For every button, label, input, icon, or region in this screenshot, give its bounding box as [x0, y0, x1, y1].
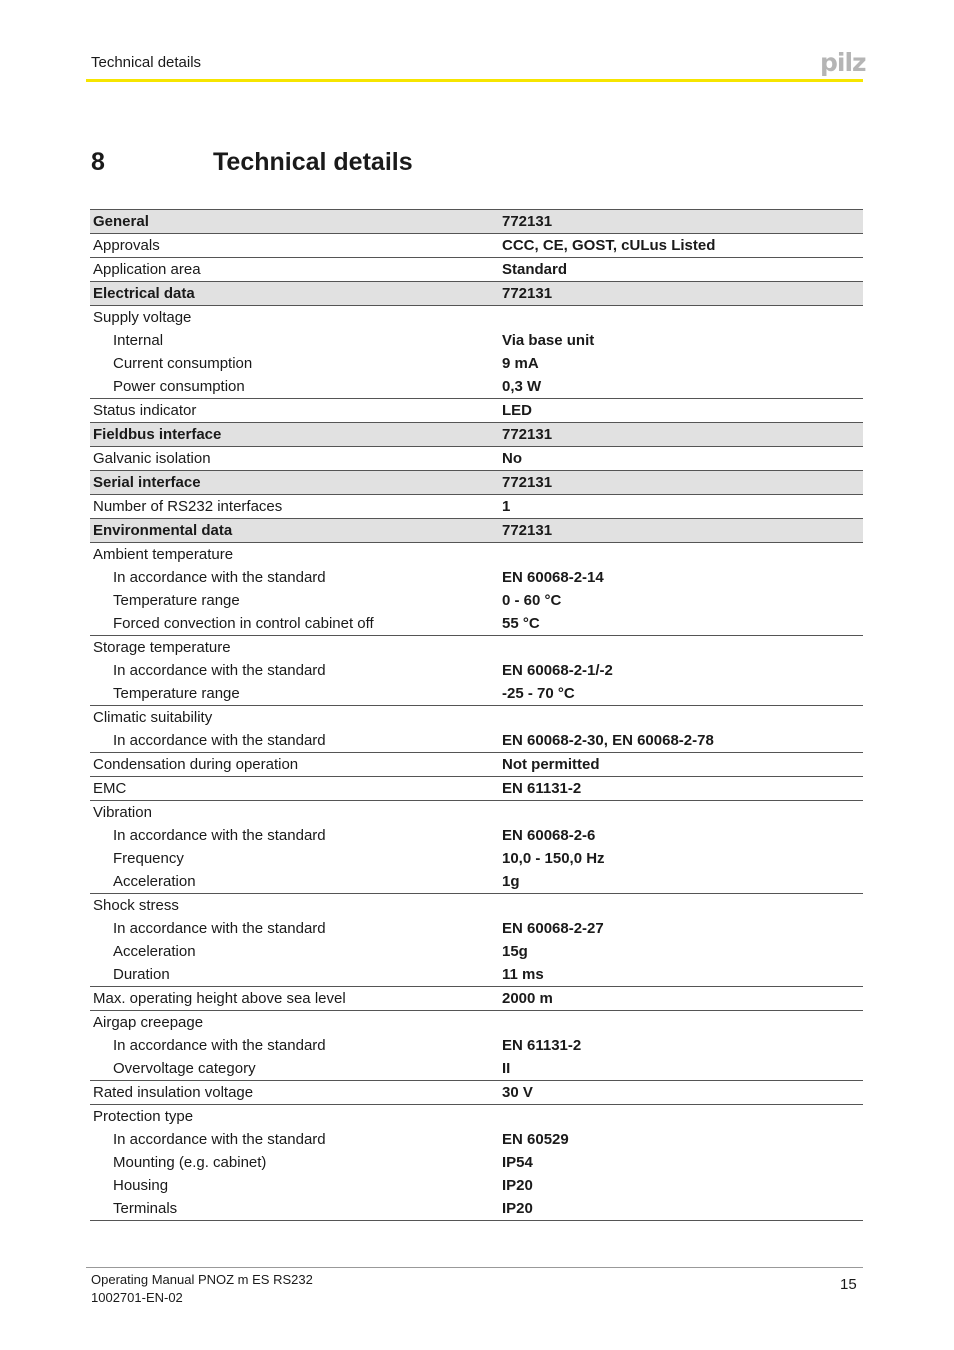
chapter-title: Technical details — [213, 148, 413, 176]
row-value: Not permitted — [502, 756, 600, 773]
table-row — [90, 1057, 863, 1081]
table-row — [90, 894, 863, 918]
row-label: Overvoltage category — [113, 1060, 256, 1077]
row-value: 772131 — [496, 423, 863, 447]
table-row — [90, 1011, 863, 1035]
row-label: Number of RS232 interfaces — [93, 498, 283, 515]
row-value: 10,0 - 150,0 Hz — [502, 850, 605, 867]
row-label: Forced convection in control cabinet off — [113, 615, 374, 632]
row-value — [496, 801, 863, 825]
table-row — [90, 917, 863, 940]
row-value — [496, 636, 863, 660]
row-label: Storage temperature — [93, 639, 231, 656]
row-value — [496, 1011, 863, 1035]
row-label: In accordance with the standard — [113, 1037, 326, 1054]
row-value: EN 60068-2-6 — [502, 827, 596, 844]
row-value: 772131 — [496, 471, 863, 495]
row-value: II — [502, 1060, 511, 1077]
header-rule — [86, 79, 863, 82]
table-row — [90, 329, 863, 352]
table-row — [90, 870, 863, 894]
row-label: Shock stress — [93, 897, 179, 914]
table-row — [90, 847, 863, 870]
table-row — [90, 659, 863, 682]
row-value: 1g — [502, 873, 520, 890]
row-label: Protection type — [93, 1108, 194, 1125]
chapter-number: 8 — [91, 148, 105, 176]
footer-doc-number: 1002701-EN-02 — [91, 1290, 183, 1305]
row-label: In accordance with the standard — [113, 827, 326, 844]
table-row — [90, 447, 863, 471]
table-row — [90, 352, 863, 375]
table-row — [90, 1128, 863, 1151]
row-value: 772131 — [496, 210, 863, 234]
table-row — [90, 801, 863, 825]
row-value: No — [502, 450, 522, 467]
row-label: Duration — [113, 966, 170, 983]
table-row — [90, 706, 863, 730]
row-label: Airgap creepage — [93, 1014, 204, 1031]
section-header-row — [90, 210, 863, 234]
row-value: 772131 — [496, 519, 863, 543]
row-value: EN 60068-2-1/-2 — [502, 662, 613, 679]
row-label: In accordance with the standard — [113, 569, 326, 586]
footer-manual-title: Operating Manual PNOZ m ES RS232 — [91, 1272, 313, 1287]
row-value: -25 - 70 °C — [502, 685, 575, 702]
row-label: Condensation during operation — [93, 756, 299, 773]
table-row — [90, 612, 863, 636]
row-label: General — [90, 210, 496, 234]
table-row — [90, 777, 863, 801]
table-row — [90, 1105, 863, 1129]
row-value — [496, 306, 863, 330]
table-row — [90, 682, 863, 706]
page-number: 15 — [840, 1276, 857, 1293]
row-value: Standard — [502, 261, 568, 278]
row-label: EMC — [93, 780, 127, 797]
technical-data-table — [90, 209, 863, 1221]
row-value: 9 mA — [502, 355, 539, 372]
table-row — [90, 963, 863, 987]
row-label: Terminals — [113, 1200, 178, 1217]
row-value: EN 60068-2-14 — [502, 569, 604, 586]
row-label: In accordance with the standard — [113, 732, 326, 749]
row-label: Temperature range — [113, 685, 240, 702]
row-value: 772131 — [496, 282, 863, 306]
row-value: IP54 — [502, 1154, 533, 1171]
table-row — [90, 258, 863, 282]
table-row — [90, 1034, 863, 1057]
row-label: Acceleration — [113, 873, 196, 890]
row-value: 30 V — [502, 1084, 533, 1101]
row-value: LED — [502, 402, 532, 419]
table-row — [90, 1174, 863, 1197]
row-label: Status indicator — [93, 402, 197, 419]
row-label: Serial interface — [90, 471, 496, 495]
row-value: 0 - 60 °C — [502, 592, 562, 609]
row-value: 55 °C — [502, 615, 540, 632]
row-label: Electrical data — [90, 282, 496, 306]
table-row — [90, 824, 863, 847]
table-row — [90, 375, 863, 399]
row-value — [496, 894, 863, 918]
pilz-logo: pilz — [820, 48, 866, 77]
row-value: EN 61131-2 — [502, 1037, 582, 1054]
row-label: Approvals — [93, 237, 160, 254]
row-value: EN 60068-2-27 — [502, 920, 604, 937]
table-row — [90, 987, 863, 1011]
row-label: In accordance with the standard — [113, 920, 326, 937]
row-label: Fieldbus interface — [90, 423, 496, 447]
row-value: IP20 — [502, 1200, 533, 1217]
row-value: 11 ms — [502, 966, 544, 983]
table-row — [90, 1197, 863, 1221]
row-label: Power consumption — [113, 378, 245, 395]
row-label: In accordance with the standard — [113, 1131, 326, 1148]
section-header-row — [90, 471, 863, 495]
table-row — [90, 729, 863, 753]
row-value: EN 60529 — [502, 1131, 569, 1148]
row-label: Internal — [113, 332, 164, 349]
row-value — [496, 706, 863, 730]
table-row — [90, 234, 863, 258]
running-header-title: Technical details — [91, 54, 202, 71]
row-label: Housing — [113, 1177, 169, 1194]
row-label: Mounting (e.g. cabinet) — [113, 1154, 267, 1171]
row-label: Galvanic isolation — [93, 450, 211, 467]
table-row — [90, 495, 863, 519]
row-value: 0,3 W — [502, 378, 542, 395]
section-header-row — [90, 282, 863, 306]
row-label: Environmental data — [90, 519, 496, 543]
row-label: Supply voltage — [93, 309, 192, 326]
row-value: EN 60068-2-30, EN 60068-2-78 — [502, 732, 714, 749]
row-label: Vibration — [93, 804, 152, 821]
row-value: 2000 m — [502, 990, 553, 1007]
row-value: 15g — [502, 943, 528, 960]
section-header-row — [90, 519, 863, 543]
row-label: Climatic suitability — [93, 709, 213, 726]
row-value — [496, 543, 863, 567]
row-value: EN 61131-2 — [502, 780, 582, 797]
table-row — [90, 940, 863, 963]
table-row — [90, 306, 863, 330]
table-row — [90, 753, 863, 777]
chapter-heading — [91, 148, 413, 177]
row-value: IP20 — [502, 1177, 533, 1194]
table-row — [90, 399, 863, 423]
row-value: Via base unit — [502, 332, 595, 349]
row-label: Rated insulation voltage — [93, 1084, 254, 1101]
row-label: Current consumption — [113, 355, 253, 372]
row-value — [496, 1105, 863, 1129]
table-row — [90, 1151, 863, 1174]
section-header-row — [90, 423, 863, 447]
row-label: Frequency — [113, 850, 184, 867]
row-label: In accordance with the standard — [113, 662, 326, 679]
table-row — [90, 589, 863, 612]
table-row — [90, 566, 863, 589]
row-label: Acceleration — [113, 943, 196, 960]
footer-rule — [86, 1267, 863, 1268]
table-row — [90, 636, 863, 660]
row-label: Application area — [93, 261, 201, 278]
row-value: CCC, CE, GOST, cULus Listed — [502, 237, 716, 254]
table-row — [90, 543, 863, 567]
row-value: 1 — [502, 498, 511, 515]
table-row — [90, 1081, 863, 1105]
row-label: Temperature range — [113, 592, 240, 609]
row-label: Max. operating height above sea level — [93, 990, 346, 1007]
row-label: Ambient temperature — [93, 546, 234, 563]
